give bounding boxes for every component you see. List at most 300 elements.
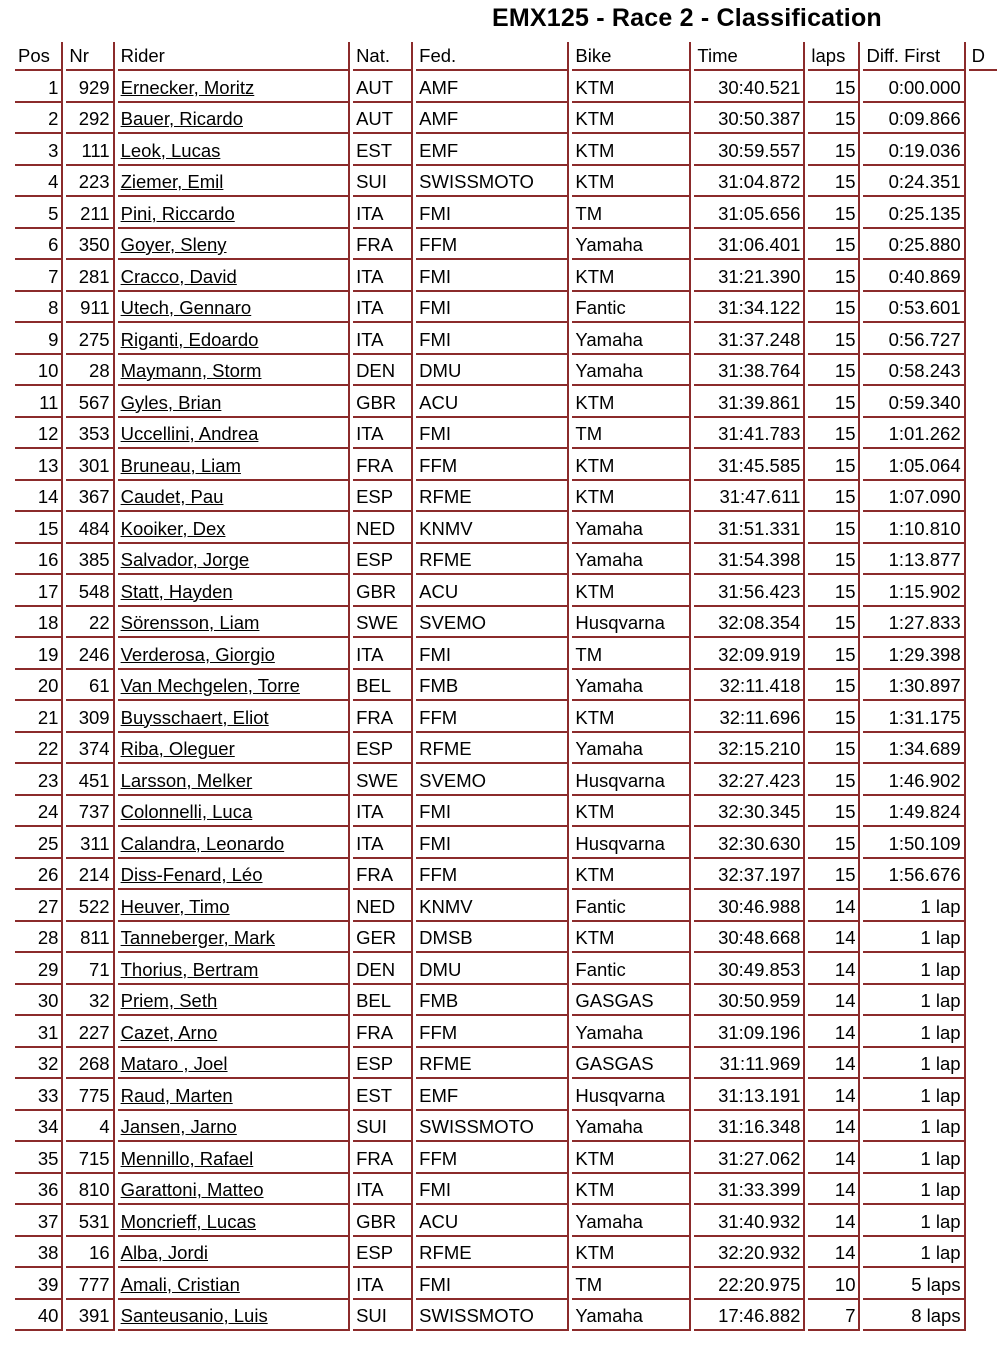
- cell-diff-first: 1:05.064: [863, 449, 965, 481]
- cell-bike: Yamaha: [572, 1111, 691, 1143]
- cell-nr: 385: [66, 544, 114, 576]
- cell-laps: 15: [808, 733, 860, 765]
- cell-diff-previous: [969, 922, 997, 954]
- cell-time: 31:05.656: [694, 197, 805, 229]
- cell-fed: FFM: [416, 1016, 569, 1048]
- cell-bike: KTM: [572, 859, 691, 891]
- cell-fed: SWISSMOTO: [416, 1111, 569, 1143]
- cell-diff-first: 0:24.351: [863, 166, 965, 198]
- cell-diff-previous: [969, 890, 997, 922]
- table-row: [15, 985, 997, 1017]
- cell-diff-first: 1:31.175: [863, 701, 965, 733]
- table-row: [15, 575, 997, 607]
- cell-nr: 775: [66, 1079, 114, 1111]
- cell-fed: DMU: [416, 953, 569, 985]
- cell-fed: FFM: [416, 229, 569, 261]
- cell-nat: FRA: [353, 1142, 413, 1174]
- cell-rider[interactable]: Amali, Cristian: [118, 1268, 350, 1300]
- cell-diff-first: 0:53.601: [863, 292, 965, 324]
- cell-time: 31:56.423: [694, 575, 805, 607]
- cell-laps: 14: [808, 1111, 860, 1143]
- cell-time: 31:09.196: [694, 1016, 805, 1048]
- cell-diff-first: 8 laps: [863, 1300, 965, 1332]
- cell-diff-previous: [969, 134, 997, 166]
- cell-nat: SWE: [353, 764, 413, 796]
- cell-laps: 15: [808, 575, 860, 607]
- table-row: [15, 1111, 997, 1143]
- cell-nat: ITA: [353, 1174, 413, 1206]
- cell-diff-previous: [969, 859, 997, 891]
- cell-bike: KTM: [572, 1142, 691, 1174]
- cell-bike: Yamaha: [572, 733, 691, 765]
- cell-diff-first: 1 lap: [863, 1016, 965, 1048]
- cell-diff-previous: [969, 1111, 997, 1143]
- cell-fed: EMF: [416, 134, 569, 166]
- cell-pos: 5: [15, 197, 63, 229]
- cell-rider[interactable]: Garattoni, Matteo: [118, 1174, 350, 1206]
- cell-rider[interactable]: Kooiker, Dex: [118, 512, 350, 544]
- column-header-diff-first: Diff. First: [863, 42, 965, 71]
- cell-rider[interactable]: Bauer, Ricardo: [118, 103, 350, 135]
- cell-nat: BEL: [353, 670, 413, 702]
- cell-laps: 10: [808, 1268, 860, 1300]
- cell-diff-first: 1 lap: [863, 1174, 965, 1206]
- table-row: [15, 544, 997, 576]
- cell-nat: ITA: [353, 638, 413, 670]
- cell-bike: TM: [572, 638, 691, 670]
- cell-diff-previous: [969, 1237, 997, 1269]
- cell-nat: ESP: [353, 733, 413, 765]
- table-row: [15, 512, 997, 544]
- cell-fed: FFM: [416, 449, 569, 481]
- cell-bike: Yamaha: [572, 1205, 691, 1237]
- cell-nat: GBR: [353, 575, 413, 607]
- cell-diff-first: 0:09.866: [863, 103, 965, 135]
- cell-pos: 1: [15, 71, 63, 103]
- cell-time: 31:34.122: [694, 292, 805, 324]
- cell-diff-first: 1 lap: [863, 1111, 965, 1143]
- cell-diff-previous: [969, 701, 997, 733]
- cell-nat: GER: [353, 922, 413, 954]
- cell-diff-previous: [969, 827, 997, 859]
- cell-diff-previous: [969, 481, 997, 513]
- table-row: [15, 355, 997, 387]
- cell-diff-previous: [969, 733, 997, 765]
- cell-pos: 14: [15, 481, 63, 513]
- cell-rider[interactable]: Sörensson, Liam: [118, 607, 350, 639]
- cell-pos: 10: [15, 355, 63, 387]
- cell-rider[interactable]: Riganti, Edoardo: [118, 323, 350, 355]
- cell-rider[interactable]: Uccellini, Andrea: [118, 418, 350, 450]
- cell-nr: 223: [66, 166, 114, 198]
- cell-nr: 22: [66, 607, 114, 639]
- cell-rider[interactable]: Heuver, Timo: [118, 890, 350, 922]
- cell-laps: 14: [808, 1048, 860, 1080]
- cell-bike: Husqvarna: [572, 827, 691, 859]
- cell-nr: 929: [66, 71, 114, 103]
- cell-time: 32:11.418: [694, 670, 805, 702]
- cell-diff-previous: [969, 103, 997, 135]
- cell-nr: 522: [66, 890, 114, 922]
- cell-rider[interactable]: Mennillo, Rafael: [118, 1142, 350, 1174]
- cell-fed: FMI: [416, 796, 569, 828]
- cell-nr: 309: [66, 701, 114, 733]
- cell-nat: ITA: [353, 418, 413, 450]
- cell-time: 30:59.557: [694, 134, 805, 166]
- cell-rider[interactable]: Caudet, Pau: [118, 481, 350, 513]
- cell-fed: SVEMO: [416, 607, 569, 639]
- cell-laps: 14: [808, 1174, 860, 1206]
- cell-laps: 15: [808, 859, 860, 891]
- column-header-diff-previous: D: [969, 42, 997, 71]
- cell-diff-first: 1:27.833: [863, 607, 965, 639]
- cell-bike: TM: [572, 418, 691, 450]
- cell-diff-first: 0:25.880: [863, 229, 965, 261]
- cell-laps: 15: [808, 607, 860, 639]
- cell-bike: KTM: [572, 449, 691, 481]
- cell-laps: 15: [808, 386, 860, 418]
- cell-diff-first: 0:58.243: [863, 355, 965, 387]
- table-row: [15, 229, 997, 261]
- cell-time: 32:37.197: [694, 859, 805, 891]
- cell-bike: Yamaha: [572, 229, 691, 261]
- cell-rider[interactable]: Priem, Seth: [118, 985, 350, 1017]
- cell-time: 31:16.348: [694, 1111, 805, 1143]
- cell-time: 31:39.861: [694, 386, 805, 418]
- cell-rider[interactable]: Diss-Fenard, Léo: [118, 859, 350, 891]
- cell-time: 32:27.423: [694, 764, 805, 796]
- cell-nr: 353: [66, 418, 114, 450]
- cell-fed: FMI: [416, 323, 569, 355]
- table-body: [15, 71, 997, 1331]
- table-row: [15, 764, 997, 796]
- cell-laps: 15: [808, 764, 860, 796]
- cell-time: 32:30.345: [694, 796, 805, 828]
- cell-fed: FMB: [416, 670, 569, 702]
- cell-diff-first: 1:30.897: [863, 670, 965, 702]
- cell-time: 30:50.387: [694, 103, 805, 135]
- cell-nat: ESP: [353, 1048, 413, 1080]
- cell-bike: KTM: [572, 260, 691, 292]
- cell-fed: FMI: [416, 197, 569, 229]
- table-row: [15, 71, 997, 103]
- cell-rider[interactable]: Tanneberger, Mark: [118, 922, 350, 954]
- cell-diff-previous: [969, 449, 997, 481]
- cell-nat: FRA: [353, 1016, 413, 1048]
- cell-diff-previous: [969, 1016, 997, 1048]
- cell-rider[interactable]: Colonnelli, Luca: [118, 796, 350, 828]
- cell-nat: SUI: [353, 1111, 413, 1143]
- cell-time: 31:45.585: [694, 449, 805, 481]
- cell-nr: 777: [66, 1268, 114, 1300]
- cell-fed: EMF: [416, 1079, 569, 1111]
- cell-diff-previous: [969, 166, 997, 198]
- cell-rider[interactable]: Maymann, Storm: [118, 355, 350, 387]
- cell-nat: ESP: [353, 481, 413, 513]
- cell-fed: AMF: [416, 103, 569, 135]
- cell-laps: 15: [808, 418, 860, 450]
- cell-fed: FMI: [416, 260, 569, 292]
- table-row: [15, 292, 997, 324]
- cell-rider[interactable]: Calandra, Leonardo: [118, 827, 350, 859]
- cell-diff-first: 1 lap: [863, 922, 965, 954]
- cell-diff-previous: [969, 638, 997, 670]
- cell-fed: AMF: [416, 71, 569, 103]
- cell-pos: 8: [15, 292, 63, 324]
- cell-laps: 15: [808, 827, 860, 859]
- cell-rider[interactable]: Pini, Riccardo: [118, 197, 350, 229]
- cell-diff-first: 0:56.727: [863, 323, 965, 355]
- cell-pos: 12: [15, 418, 63, 450]
- table-row: [15, 386, 997, 418]
- cell-nat: ITA: [353, 260, 413, 292]
- cell-laps: 14: [808, 1205, 860, 1237]
- cell-laps: 15: [808, 166, 860, 198]
- cell-diff-previous: [969, 953, 997, 985]
- cell-diff-previous: [969, 796, 997, 828]
- cell-diff-previous: [969, 544, 997, 576]
- cell-nr: 451: [66, 764, 114, 796]
- cell-time: 30:46.988: [694, 890, 805, 922]
- table-row: [15, 1205, 997, 1237]
- cell-nat: FRA: [353, 859, 413, 891]
- table-row: [15, 1079, 997, 1111]
- cell-fed: ACU: [416, 386, 569, 418]
- cell-nat: SUI: [353, 166, 413, 198]
- cell-rider[interactable]: Raud, Marten: [118, 1079, 350, 1111]
- cell-nat: NED: [353, 512, 413, 544]
- table-row: [15, 670, 997, 702]
- cell-time: 32:15.210: [694, 733, 805, 765]
- cell-bike: KTM: [572, 71, 691, 103]
- cell-laps: 15: [808, 323, 860, 355]
- table-row: [15, 890, 997, 922]
- cell-laps: 15: [808, 449, 860, 481]
- cell-diff-first: 1:29.398: [863, 638, 965, 670]
- cell-rider[interactable]: Leok, Lucas: [118, 134, 350, 166]
- table-row: [15, 827, 997, 859]
- cell-diff-previous: [969, 1048, 997, 1080]
- cell-bike: KTM: [572, 922, 691, 954]
- cell-diff-first: 1:50.109: [863, 827, 965, 859]
- cell-fed: SVEMO: [416, 764, 569, 796]
- cell-fed: DMU: [416, 355, 569, 387]
- cell-pos: 22: [15, 733, 63, 765]
- cell-diff-previous: [969, 292, 997, 324]
- cell-bike: Husqvarna: [572, 764, 691, 796]
- cell-rider[interactable]: Mataro , Joel: [118, 1048, 350, 1080]
- cell-nr: 28: [66, 355, 114, 387]
- cell-diff-previous: [969, 229, 997, 261]
- cell-pos: 38: [15, 1237, 63, 1269]
- cell-time: 31:38.764: [694, 355, 805, 387]
- cell-diff-previous: [969, 1300, 997, 1332]
- cell-pos: 29: [15, 953, 63, 985]
- table-row: [15, 103, 997, 135]
- cell-fed: FMI: [416, 638, 569, 670]
- cell-diff-previous: [969, 71, 997, 103]
- cell-rider[interactable]: Bruneau, Liam: [118, 449, 350, 481]
- cell-laps: 15: [808, 512, 860, 544]
- cell-laps: 14: [808, 985, 860, 1017]
- cell-diff-previous: [969, 386, 997, 418]
- cell-nat: AUT: [353, 71, 413, 103]
- cell-diff-first: 1:56.676: [863, 859, 965, 891]
- cell-nr: 311: [66, 827, 114, 859]
- cell-laps: 14: [808, 1016, 860, 1048]
- cell-time: 31:40.932: [694, 1205, 805, 1237]
- cell-time: 31:11.969: [694, 1048, 805, 1080]
- column-header-rider: Rider: [118, 42, 350, 71]
- table-row: [15, 638, 997, 670]
- column-header-laps: laps: [808, 42, 860, 71]
- cell-diff-first: 1:07.090: [863, 481, 965, 513]
- cell-laps: 15: [808, 670, 860, 702]
- cell-bike: Fantic: [572, 953, 691, 985]
- cell-nat: ESP: [353, 1237, 413, 1269]
- cell-rider[interactable]: Cracco, David: [118, 260, 350, 292]
- cell-pos: 18: [15, 607, 63, 639]
- cell-laps: 15: [808, 260, 860, 292]
- cell-time: 31:33.399: [694, 1174, 805, 1206]
- cell-time: 31:13.191: [694, 1079, 805, 1111]
- cell-laps: 15: [808, 481, 860, 513]
- cell-nr: 715: [66, 1142, 114, 1174]
- cell-rider[interactable]: Utech, Gennaro: [118, 292, 350, 324]
- cell-laps: 15: [808, 701, 860, 733]
- cell-fed: FMI: [416, 1174, 569, 1206]
- cell-diff-first: 5 laps: [863, 1268, 965, 1300]
- cell-time: 30:40.521: [694, 71, 805, 103]
- table-row: [15, 1300, 997, 1332]
- cell-nr: 4: [66, 1111, 114, 1143]
- cell-diff-first: 1:49.824: [863, 796, 965, 828]
- cell-laps: 15: [808, 796, 860, 828]
- cell-pos: 20: [15, 670, 63, 702]
- table-row: [15, 134, 997, 166]
- cell-rider[interactable]: Riba, Oleguer: [118, 733, 350, 765]
- cell-bike: GASGAS: [572, 985, 691, 1017]
- cell-nat: DEN: [353, 355, 413, 387]
- cell-diff-first: 1:34.689: [863, 733, 965, 765]
- cell-fed: FMI: [416, 418, 569, 450]
- cell-rider[interactable]: Santeusanio, Luis: [118, 1300, 350, 1332]
- table-row: [15, 197, 997, 229]
- cell-nat: FRA: [353, 449, 413, 481]
- cell-fed: FFM: [416, 1142, 569, 1174]
- cell-diff-previous: [969, 985, 997, 1017]
- cell-time: 30:49.853: [694, 953, 805, 985]
- cell-nat: BEL: [353, 985, 413, 1017]
- cell-time: 31:47.611: [694, 481, 805, 513]
- cell-diff-first: 1:10.810: [863, 512, 965, 544]
- column-header-nr: Nr: [66, 42, 114, 71]
- cell-fed: FFM: [416, 701, 569, 733]
- cell-diff-first: 1:13.877: [863, 544, 965, 576]
- cell-nr: 531: [66, 1205, 114, 1237]
- table-row: [15, 733, 997, 765]
- cell-bike: Yamaha: [572, 670, 691, 702]
- table-row: [15, 481, 997, 513]
- cell-diff-previous: [969, 575, 997, 607]
- cell-laps: 15: [808, 355, 860, 387]
- cell-bike: KTM: [572, 796, 691, 828]
- cell-diff-first: 1 lap: [863, 1048, 965, 1080]
- cell-nr: 911: [66, 292, 114, 324]
- cell-diff-previous: [969, 1142, 997, 1174]
- cell-nr: 292: [66, 103, 114, 135]
- cell-nat: ITA: [353, 292, 413, 324]
- cell-laps: 15: [808, 544, 860, 576]
- cell-diff-previous: [969, 197, 997, 229]
- cell-time: 31:51.331: [694, 512, 805, 544]
- cell-rider[interactable]: Van Mechgelen, Torre: [118, 670, 350, 702]
- cell-pos: 36: [15, 1174, 63, 1206]
- cell-rider[interactable]: Ernecker, Moritz: [118, 71, 350, 103]
- column-header-pos: Pos: [15, 42, 63, 71]
- cell-rider[interactable]: Alba, Jordi: [118, 1237, 350, 1269]
- cell-rider[interactable]: Cazet, Arno: [118, 1016, 350, 1048]
- cell-rider[interactable]: Goyer, Sleny: [118, 229, 350, 261]
- cell-nat: FRA: [353, 701, 413, 733]
- table-row: [15, 418, 997, 450]
- cell-rider[interactable]: Salvador, Jorge: [118, 544, 350, 576]
- cell-fed: RFME: [416, 1048, 569, 1080]
- cell-nr: 367: [66, 481, 114, 513]
- cell-laps: 15: [808, 638, 860, 670]
- cell-rider[interactable]: Larsson, Melker: [118, 764, 350, 796]
- cell-diff-first: 1 lap: [863, 1237, 965, 1269]
- cell-diff-first: 1:01.262: [863, 418, 965, 450]
- cell-diff-previous: [969, 1174, 997, 1206]
- cell-nr: 268: [66, 1048, 114, 1080]
- cell-nat: AUT: [353, 103, 413, 135]
- cell-nat: FRA: [353, 229, 413, 261]
- cell-laps: 15: [808, 134, 860, 166]
- cell-pos: 26: [15, 859, 63, 891]
- cell-nr: 32: [66, 985, 114, 1017]
- cell-bike: KTM: [572, 166, 691, 198]
- cell-bike: TM: [572, 1268, 691, 1300]
- cell-laps: 14: [808, 890, 860, 922]
- cell-rider[interactable]: Buysschaert, Eliot: [118, 701, 350, 733]
- cell-bike: Yamaha: [572, 1300, 691, 1332]
- cell-rider[interactable]: Verderosa, Giorgio: [118, 638, 350, 670]
- cell-pos: 7: [15, 260, 63, 292]
- cell-laps: 14: [808, 953, 860, 985]
- cell-bike: Yamaha: [572, 544, 691, 576]
- cell-rider[interactable]: Jansen, Jarno: [118, 1111, 350, 1143]
- cell-rider[interactable]: Thorius, Bertram: [118, 953, 350, 985]
- cell-diff-first: 1 lap: [863, 985, 965, 1017]
- cell-diff-first: 1:15.902: [863, 575, 965, 607]
- cell-rider[interactable]: Ziemer, Emil: [118, 166, 350, 198]
- cell-fed: SWISSMOTO: [416, 166, 569, 198]
- cell-time: 31:41.783: [694, 418, 805, 450]
- cell-time: 32:11.696: [694, 701, 805, 733]
- cell-pos: 9: [15, 323, 63, 355]
- cell-bike: KTM: [572, 386, 691, 418]
- table-row: [15, 922, 997, 954]
- table-row: [15, 953, 997, 985]
- cell-rider[interactable]: Statt, Hayden: [118, 575, 350, 607]
- cell-pos: 33: [15, 1079, 63, 1111]
- cell-rider[interactable]: Moncrieff, Lucas: [118, 1205, 350, 1237]
- cell-nr: 227: [66, 1016, 114, 1048]
- cell-nat: ITA: [353, 197, 413, 229]
- cell-rider[interactable]: Gyles, Brian: [118, 386, 350, 418]
- table-row: [15, 1048, 997, 1080]
